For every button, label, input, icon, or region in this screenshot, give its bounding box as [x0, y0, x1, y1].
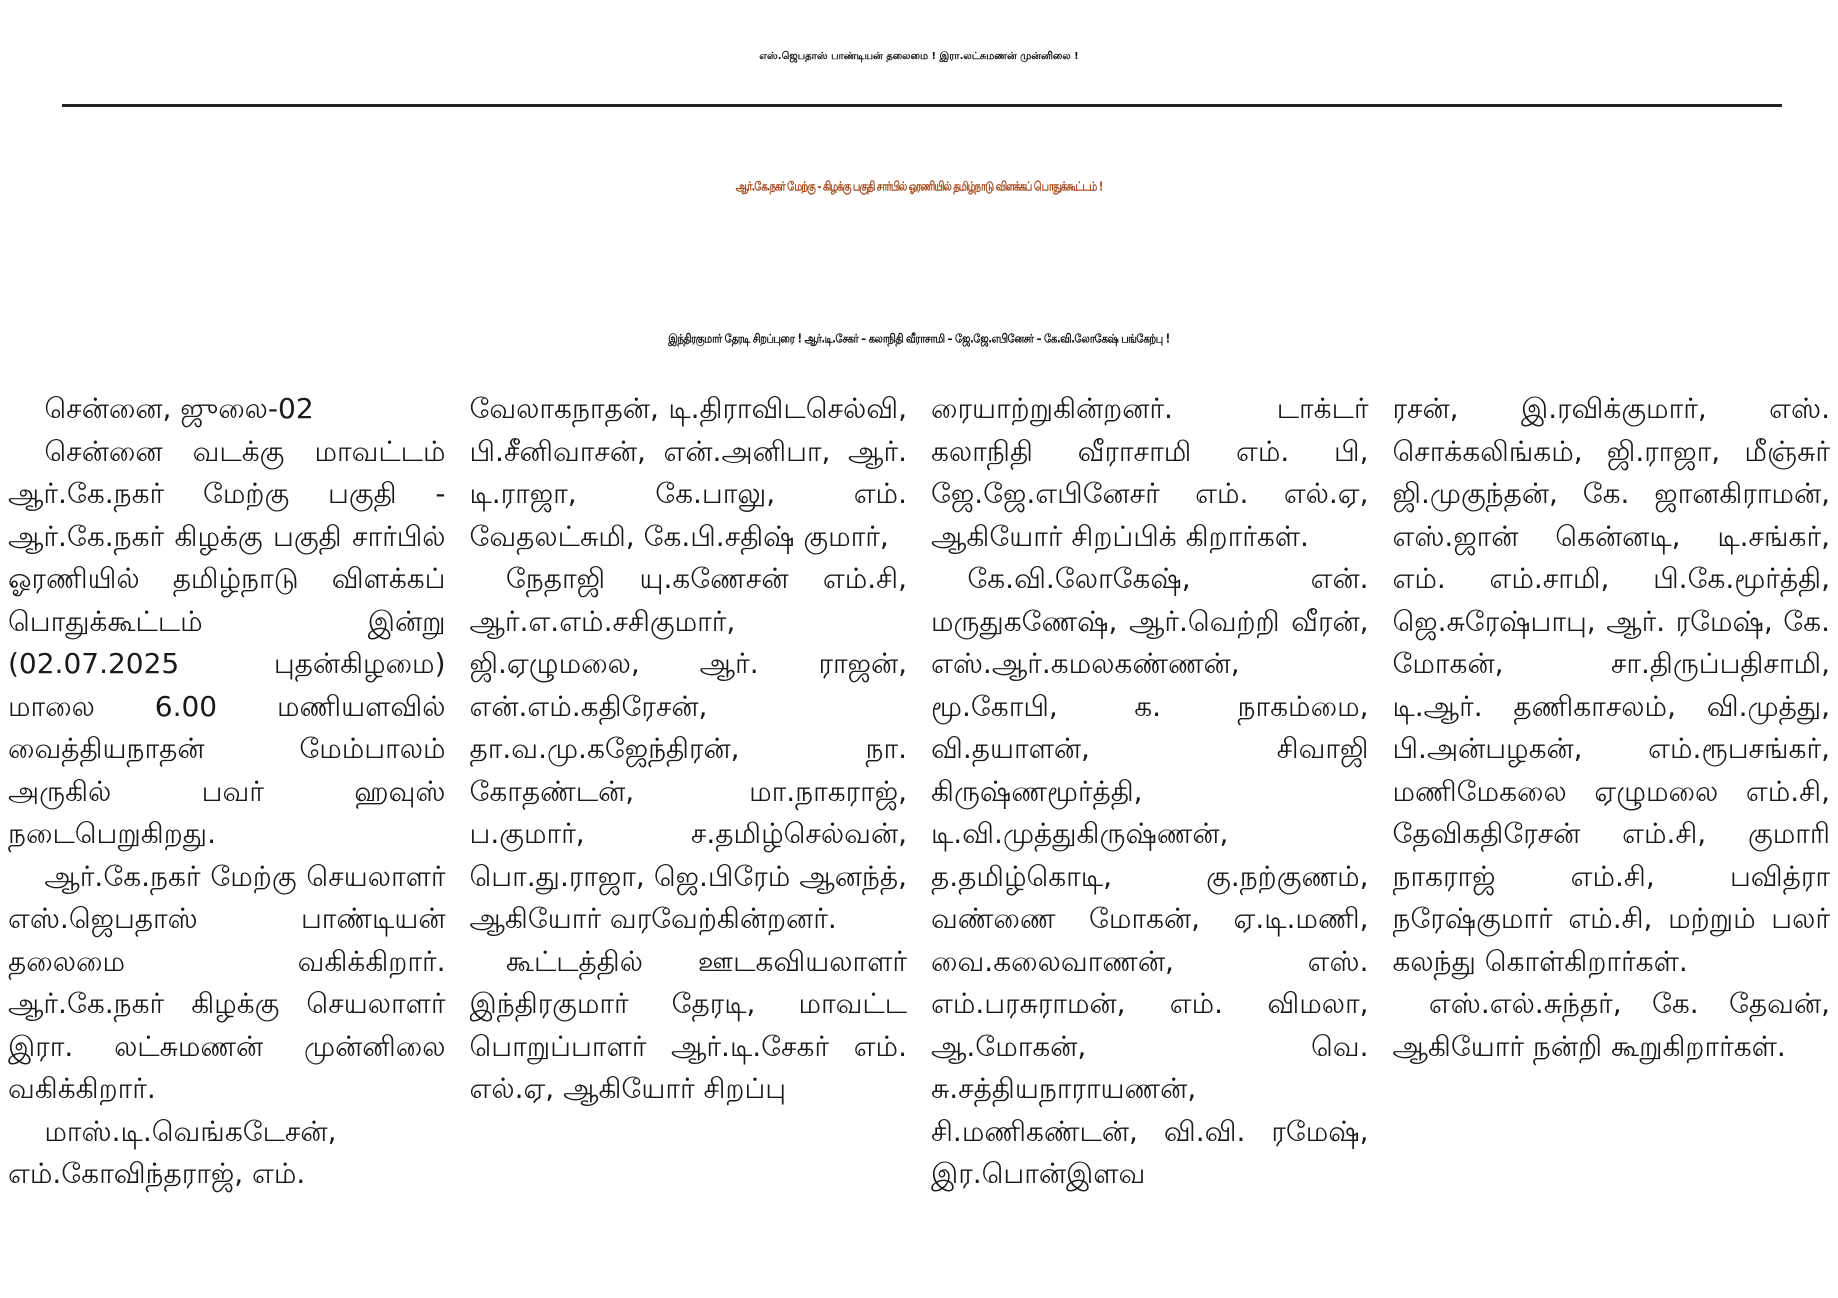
article-paragraph: ரையாற்றுகின்றனர். டாக்டர் கலாநிதி வீராசாமி எம். பி, ஜே.ஜே.எபினேசர் எம். எல்.ஏ, ஆகியோர் சிறப்பிக் கிறார்கள். — [931, 392, 1369, 553]
article-paragraph: வேலாகநாதன், டி.திராவிடசெல்வி, பி.சீனிவாசன், என்.அனிபா, ஆர். டி.ராஜா, கே.பாலு, எம். வேதலட்சுமி, கே.பி.சதிஷ் குமார், — [469, 392, 907, 553]
article-paragraph: கே.வி.லோகேஷ், என். மருதுகணேஷ், ஆர்.வெற்றி வீரன், எஸ்.ஆர்.கமலகண்ணன், மூ.கோபி, க. நாகம்மை, வி.தயாளன், சிவாஜி கிருஷ்ணமூர்த்தி, டி.வி.முத்துகிருஷ்ணன், த.தமிழ்கொடி, கு.நற்குணம், வண்ணை மோகன், ஏ.டி.மணி, வை.கலைவாணன், எஸ். எம்.பரசுராமன், எம். விமலா, ஆ.மோகன், வெ. சு.சத்தியநாராயணன், சி.மணிகண்டன், வி.வி. ரமேஷ், இர.பொன்இளவ — [931, 562, 1369, 1190]
article-column-1 — [8, 388, 446, 1293]
article-paragraph: நேதாஜி யு.கணேசன் எம்.சி, ஆர்.எ.எம்.சசிகுமார், ஜி.ஏழுமலை, ஆர். ராஜன், என்.எம்.கதிரேசன், தா.வ.மு.கஜேந்திரன், நா. கோதண்டன், மா.நாகராஜ், ப.குமார், ச.தமிழ்செல்வன், பொ.து.ராஜா, ஜெ.பிரேம் ஆனந்த், ஆகியோர் வரவேற்கின்றனர். — [469, 562, 907, 935]
main-headline: ஆர்.கே.நகர் மேற்கு - கிழக்கு பகுதி சார்பில் ஓரணியில் தமிழ்நாடு விளக்கப் பொதுக்கூட்டம் ! — [735, 180, 1103, 195]
article-column-4 — [1393, 388, 1831, 1293]
dateline: சென்னை, ஜுலை-02 — [44, 392, 314, 425]
headline-divider — [62, 104, 1782, 107]
article-column-2 — [470, 388, 908, 1293]
article-paragraph: ஆர்.கே.நகர் மேற்கு செயலாளர் எஸ்.ஜெபதாஸ் பாண்டியன் தலைமை வகிக்கிறார். ஆர்.கே.நகர் கிழக்கு செயலாளர் இரா. லட்சுமணன் முன்னிலை வகிக்கிறார். — [8, 859, 446, 1105]
article-body — [8, 388, 1830, 1293]
sub-headline: இந்திரகுமார் தேரடி சிறப்புரை ! ஆர்.டி.சேகர் – கலாநிதி வீராசாமி – ஜே.ஜே.எபினேசர் – கே.வி.லோகேஷ் பங்கேற்பு ! — [668, 332, 1170, 346]
article-paragraph: மாஸ்.டி.வெங்கடேசன், எம்.கோவிந்தராஜ், எம். — [8, 1114, 337, 1190]
article-column-3 — [931, 388, 1369, 1293]
top-headline: எஸ்.ஜெபதாஸ் பாண்டியன் தலைமை ! இரா.லட்சுமணன் முன்னிலை ! — [759, 51, 1079, 62]
article-paragraph: எஸ்.எல்.சுந்தர், கே. தேவன், ஆகியோர் நன்றி கூறுகிறார்கள். — [1392, 987, 1830, 1063]
article-paragraph: சென்னை வடக்கு மாவட்டம் ஆர்.கே.நகர் மேற்கு பகுதி - ஆர்.கே.நகர் கிழக்கு பகுதி சார்பில் ஓரணியில் தமிழ்நாடு விளக்கப் பொதுக்கூட்டம் இன்று (02.07.2025 புதன்கிழமை) மாலை 6.00 மணியளவில் வைத்தியநாதன் மேம்பாலம் அருகில் பவர் ஹவுஸ் நடைபெறுகிறது. — [8, 434, 446, 850]
article-paragraph: கூட்டத்தில் ஊடகவியலாளர் இந்திரகுமார் தேரடி, மாவட்ட பொறுப்பாளர் ஆர்.டி.சேகர் எம். எல்.ஏ, ஆகியோர் சிறப்பு — [469, 944, 907, 1105]
article-paragraph: ரசன், இ.ரவிக்குமார், எஸ். சொக்கலிங்கம், ஜி.ராஜா, மீஞ்சுர் ஜி.முகுந்தன், கே. ஜானகிராமன், எஸ்.ஜான் கென்னடி, டி.சங்கர், எம். எம்.சாமி, பி.கே.மூர்த்தி, ஜெ.சுரேஷ்பாபு, ஆர். ரமேஷ், கே. மோகன், சா.திருப்பதிசாமி, டி.ஆர். தணிகாசலம், வி.முத்து, பி.அன்பழகன், எம்.ரூபசங்கர், மணிமேகலை ஏழுமலை எம்.சி, தேவிகதிரேசன் எம்.சி, குமாரி நாகராஜ் எம்.சி, பவித்ரா நரேஷ்குமார் எம்.சி, மற்றும் பலர் கலந்து கொள்கிறார்கள். — [1392, 392, 1830, 978]
